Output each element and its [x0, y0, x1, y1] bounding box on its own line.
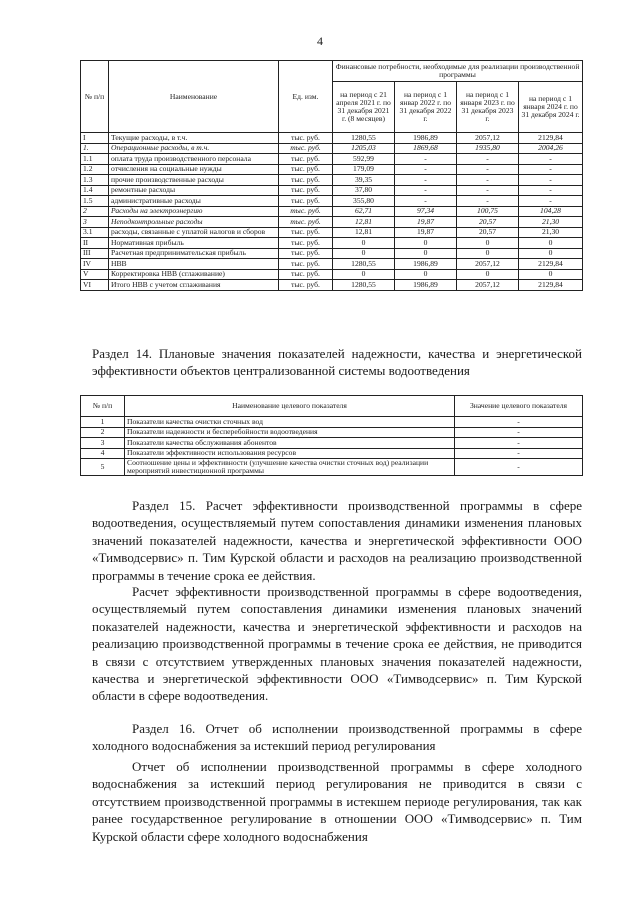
table-row [81, 175, 583, 186]
row-value: 0 [519, 269, 583, 280]
row-value: 1280,55 [333, 133, 395, 144]
row-value: 2057,12 [457, 259, 519, 270]
col-header-period: на период с 21 апреля 2021 г. по 31 декабря 2021 г. (8 месяцев) [333, 82, 395, 133]
table-row [81, 185, 583, 196]
row-value: 355,80 [333, 196, 395, 207]
table-row [81, 248, 583, 259]
row-num: 2 [81, 206, 109, 217]
row-value: 19,87 [395, 217, 457, 228]
row-value: 179,09 [333, 164, 395, 175]
col-header-period: на период с 1 января 2024 г. по 31 декабря 2024 г. [519, 82, 583, 133]
row-name: прочие производственные расходы [109, 175, 279, 186]
row-num: 1.5 [81, 196, 109, 207]
row-value: - [395, 175, 457, 186]
row-value: - [395, 164, 457, 175]
section-16-paragraph: Отчет об исполнении производственной программы в сфере холодного водоснабжения за истекший период регулирования не приводится в связи с отсутствием производственной программы в истекшем периоде регулирования, так как ранее государственное регулирование в отношении ООО «Тимводсервис» п. Тим Курской области сфере холодного водоснабжения [92, 759, 582, 844]
table-row [81, 206, 583, 217]
row-value: - [457, 196, 519, 207]
row-value: 0 [333, 238, 395, 249]
row-value: 2004,26 [519, 143, 583, 154]
row-value: - [455, 438, 583, 449]
row-value: 0 [519, 248, 583, 259]
row-value: 1869,68 [395, 143, 457, 154]
col-header-unit: Ед. изм. [279, 61, 333, 133]
row-name: Показатели качества очистки сточных вод [125, 417, 455, 428]
row-value: - [395, 154, 457, 165]
section-14-heading: Раздел 14. Плановые значения показателей надежности, качества и энергетической эффективности объектов централизованной системы водоотведения [92, 346, 582, 379]
row-value: - [455, 459, 583, 476]
row-num: I [81, 133, 109, 144]
row-value: 12,81 [333, 217, 395, 228]
row-value: 0 [395, 269, 457, 280]
row-unit: тыс. руб. [279, 133, 333, 144]
row-unit: тыс. руб. [279, 175, 333, 186]
row-value: 2129,84 [519, 133, 583, 144]
row-value: 0 [457, 238, 519, 249]
row-value: 2129,84 [519, 259, 583, 270]
row-num: 1 [81, 417, 125, 428]
row-value: - [519, 185, 583, 196]
row-num: 1.1 [81, 154, 109, 165]
table-row [81, 280, 583, 291]
row-name: оплата труда производственного персонала [109, 154, 279, 165]
row-value: 37,80 [333, 185, 395, 196]
t2-header-value: Значение целевого показателя [455, 396, 583, 417]
row-name: Расчетная предпринимательская прибыль [109, 248, 279, 259]
row-value: - [457, 164, 519, 175]
row-name: Корректировка НВВ (сглаживание) [109, 269, 279, 280]
row-value: - [519, 175, 583, 186]
row-value: 2057,12 [457, 133, 519, 144]
row-name: Нормативная прибыль [109, 238, 279, 249]
row-value: 1280,55 [333, 259, 395, 270]
t2-header-num: № п/п [81, 396, 125, 417]
row-value: 104,28 [519, 206, 583, 217]
row-unit: тыс. руб. [279, 227, 333, 238]
row-name: Показатели эффективности использования ресурсов [125, 448, 455, 459]
row-name: Показатели надежности и бесперебойности водоотведения [125, 427, 455, 438]
row-name: Операционные расходы, в т.ч. [109, 143, 279, 154]
row-value: 1935,80 [457, 143, 519, 154]
row-name: расходы, связанные с уплатой налогов и сборов [109, 227, 279, 238]
section-15-heading: Раздел 15. Расчет эффективности производственной программы в сфере водоотведения, осуществляемый путем сопоставления динамики изменения плановых значений показателей надежности, качества и энергетической эффективности ООО «Тимводсервис» п. Тим Курской области и расходов на реализацию производственной программы в течение срока ее действия. [92, 498, 582, 583]
row-unit: тыс. руб. [279, 217, 333, 228]
col-header-period: на период с 1 январ 2022 г. по 31 декабря 2022 г. [395, 82, 457, 133]
row-unit: тыс. руб. [279, 143, 333, 154]
row-value: - [457, 154, 519, 165]
row-name: административные расходы [109, 196, 279, 207]
row-name: отчисления на социальные нужды [109, 164, 279, 175]
col-header-period: на период с 1 января 2023 г. по 31 декабря 2023 г. [457, 82, 519, 133]
row-num: 1.4 [81, 185, 109, 196]
row-value: - [519, 196, 583, 207]
row-unit: тыс. руб. [279, 206, 333, 217]
row-value: 0 [519, 238, 583, 249]
row-num: II [81, 238, 109, 249]
table-row [81, 417, 583, 428]
table-row [81, 217, 583, 228]
financial-needs-table [80, 60, 583, 291]
row-value: 0 [395, 248, 457, 259]
table-row [81, 448, 583, 459]
row-num: 1.2 [81, 164, 109, 175]
row-value: - [395, 196, 457, 207]
section-15-paragraph: Расчет эффективности производственной программы в сфере водоотведения, осуществляемый путем сопоставления динамики изменения плановых значений показателей надежности, качества и энергетической эффективности и расходов на реализацию производственной программы в течение срока ее действия, не приводится в связи с отсутствием утвержденных плановых значения показателей надежности, качества и энергетической эффективности ООО «Тимводсервис» п. Тим Курской области в сфере водоотведения. [92, 584, 582, 704]
row-unit: тыс. руб. [279, 280, 333, 291]
row-value: 1280,55 [333, 280, 395, 291]
row-num: III [81, 248, 109, 259]
row-value: 0 [457, 248, 519, 259]
row-unit: тыс. руб. [279, 269, 333, 280]
row-name: ремонтные расходы [109, 185, 279, 196]
col-header-name: Наименование [109, 61, 279, 133]
row-num: IV [81, 259, 109, 270]
row-unit: тыс. руб. [279, 238, 333, 249]
row-value: 1986,89 [395, 280, 457, 291]
row-unit: тыс. руб. [279, 248, 333, 259]
table-row [81, 154, 583, 165]
row-value: 1986,89 [395, 133, 457, 144]
row-num: 1. [81, 143, 109, 154]
row-unit: тыс. руб. [279, 164, 333, 175]
table-row [81, 238, 583, 249]
row-value: 0 [333, 269, 395, 280]
section-16-heading: Раздел 16. Отчет об исполнении производственной программы в сфере холодного водоснабжения за истекший период регулирования [92, 721, 582, 754]
row-value: 100,75 [457, 206, 519, 217]
row-value: - [519, 154, 583, 165]
table-row [81, 133, 583, 144]
row-unit: тыс. руб. [279, 154, 333, 165]
row-value: 2057,12 [457, 280, 519, 291]
row-name: Текущие расходы, в т.ч. [109, 133, 279, 144]
table-row [81, 227, 583, 238]
row-num: 2 [81, 427, 125, 438]
row-value: 0 [333, 248, 395, 259]
table-row [81, 438, 583, 449]
row-num: V [81, 269, 109, 280]
table-row [81, 259, 583, 270]
row-value: 21,30 [519, 217, 583, 228]
row-value: 20,57 [457, 227, 519, 238]
table-row [81, 269, 583, 280]
row-value: 0 [395, 238, 457, 249]
row-num: 3.1 [81, 227, 109, 238]
row-value: 39,35 [333, 175, 395, 186]
row-value: - [519, 164, 583, 175]
row-value: 19,87 [395, 227, 457, 238]
row-unit: тыс. руб. [279, 196, 333, 207]
row-name: Неподконтрольные расходы [109, 217, 279, 228]
row-value: 1205,03 [333, 143, 395, 154]
row-value: 62,71 [333, 206, 395, 217]
row-value: - [455, 448, 583, 459]
table-row [81, 143, 583, 154]
col-header-group: Финансовые потребности, необходимые для реализации производственной программы [333, 61, 583, 82]
row-name: Соотношение цены и эффективности (улучшение качества очистки сточных вод) реализации мероприятий инвестиционной программы [125, 459, 455, 476]
row-value: - [455, 427, 583, 438]
row-value: - [455, 417, 583, 428]
row-num: 3 [81, 438, 125, 449]
row-unit: тыс. руб. [279, 259, 333, 270]
row-name: Итого НВВ с учетом сглаживания [109, 280, 279, 291]
table-row [81, 164, 583, 175]
row-num: 1.3 [81, 175, 109, 186]
row-value: - [457, 175, 519, 186]
table-row [81, 459, 583, 476]
row-value: 1986,89 [395, 259, 457, 270]
row-value: - [457, 185, 519, 196]
row-value: 2129,84 [519, 280, 583, 291]
row-value: 0 [457, 269, 519, 280]
table-row [81, 196, 583, 207]
table-row [81, 427, 583, 438]
row-num: 5 [81, 459, 125, 476]
row-num: 4 [81, 448, 125, 459]
row-num: VI [81, 280, 109, 291]
row-name: Показатели качества обслуживания абонентов [125, 438, 455, 449]
row-value: 20,57 [457, 217, 519, 228]
page-number: 4 [317, 34, 323, 48]
row-name: Расходы на электроэнергию [109, 206, 279, 217]
target-indicators-table [80, 395, 583, 476]
row-value: 12,81 [333, 227, 395, 238]
row-value: - [395, 185, 457, 196]
t2-header-name: Наименование целевого показателя [125, 396, 455, 417]
row-value: 21,30 [519, 227, 583, 238]
row-value: 592,99 [333, 154, 395, 165]
row-num: 3 [81, 217, 109, 228]
row-value: 97,34 [395, 206, 457, 217]
col-header-num: № п/п [81, 61, 109, 133]
row-name: НВВ [109, 259, 279, 270]
row-unit: тыс. руб. [279, 185, 333, 196]
